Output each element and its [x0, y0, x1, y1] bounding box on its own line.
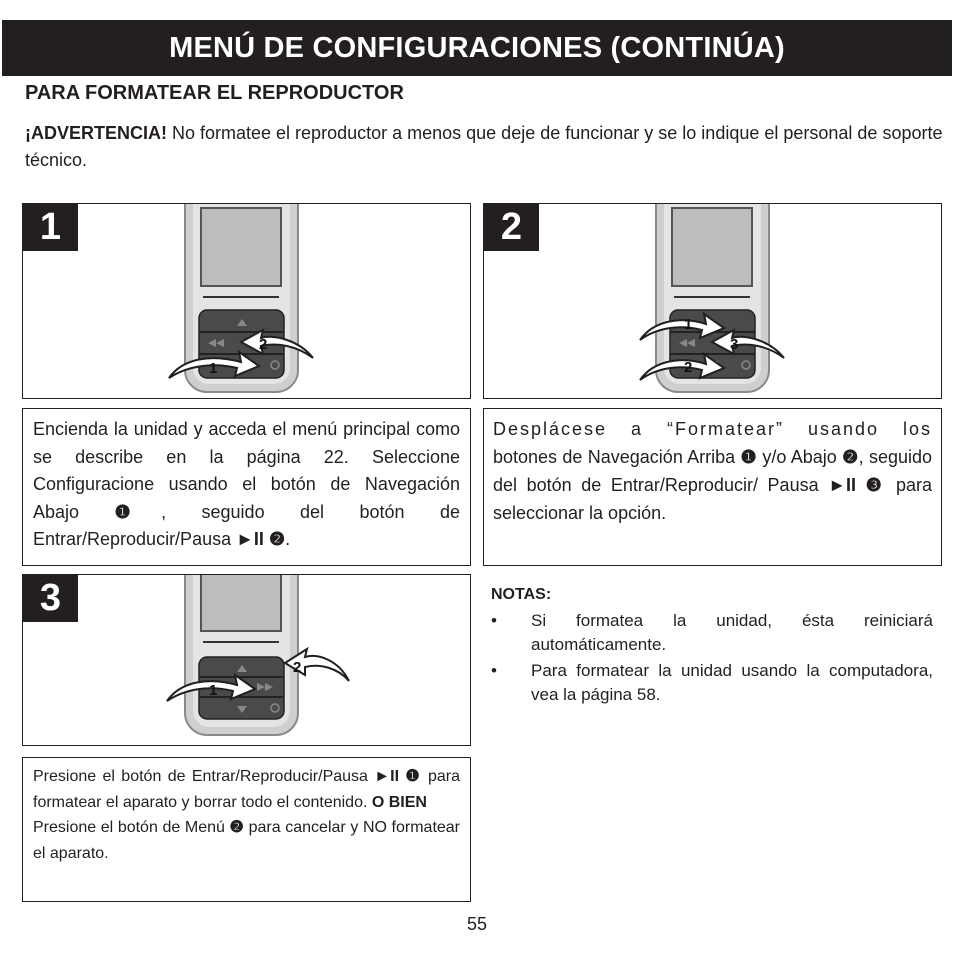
page-title: MENÚ DE CONFIGURACIONES (CONTINÚA)	[169, 31, 785, 64]
page-number: 55	[466, 914, 488, 934]
arrow-label: 1	[209, 360, 218, 377]
bullet: •	[491, 611, 497, 630]
arrow-label: 2	[293, 659, 302, 676]
marker-1: ❶	[740, 447, 758, 467]
play-pause-icon: ►II	[828, 475, 857, 495]
marker-2: ❷	[268, 529, 286, 549]
notes-list	[491, 609, 933, 707]
step-3-number: 3	[23, 575, 78, 622]
device-illustration	[23, 575, 471, 746]
step-3-illustration	[22, 574, 471, 746]
arrow-label: 3	[730, 336, 739, 353]
step-2-description: Desplácese a “Formatear” usando los botones de Navegación Arriba ❶ y/o Abajo ❷, seguido del botón de Entrar/Reproducir/ Pausa ►II ❸ para seleccionar la opción.	[483, 408, 942, 566]
marker-3: ❸	[865, 475, 887, 495]
list-item: • Para formatear la unidad usando la computadora, vea la página 58.	[491, 661, 933, 704]
arrow-label: 1	[209, 682, 218, 699]
step-2-illustration	[483, 203, 942, 399]
device-illustration	[484, 204, 942, 399]
bullet: •	[491, 661, 497, 680]
arrow-label: 1	[684, 316, 693, 333]
warning-label: ¡ADVERTENCIA!	[25, 123, 167, 143]
marker-2: ❷	[842, 447, 859, 467]
marker-2: ❷	[229, 819, 245, 836]
list-item: • Si formatea la unidad, ésta reiniciará automáticamente.	[491, 611, 933, 654]
notes-section	[491, 583, 933, 709]
or-label: O BIEN	[371, 793, 427, 811]
arrow-label: 2	[259, 336, 268, 353]
marker-1: ❶	[405, 768, 422, 785]
warning-paragraph	[25, 120, 945, 174]
section-title: PARA FORMATEAR EL REPRODUCTOR	[25, 82, 404, 104]
step-1-description: Encienda la unidad y acceda el menú principal como se describe en la página 22. Seleccione Configuracione usando el botón de Navegación Abajo ❶, seguido del botón de Entrar/Reproducir/Pausa ►II ❷.	[22, 408, 471, 566]
step-3-description: Presione el botón de Entrar/Reproducir/Pausa ►II ❶ para formatear el aparato y borrar todo el contenido. O BIEN Presione el botón de Menú ❷ para cancelar y NO formatear el aparato.	[22, 757, 471, 902]
marker-1: ❶	[114, 501, 162, 522]
step-1-number: 1	[23, 204, 78, 251]
notes-title: NOTAS:	[491, 586, 552, 603]
warning-text: No formatee el reproductor a menos que deje de funcionar y se lo indique el personal de soporte técnico.	[25, 123, 943, 170]
play-pause-icon: ►II	[374, 768, 400, 785]
step-2-number: 2	[484, 204, 539, 251]
play-pause-icon: ►II	[236, 529, 264, 549]
arrow-label: 2	[684, 359, 693, 376]
step-1-illustration	[22, 203, 471, 399]
page-title-bar	[2, 20, 952, 76]
device-illustration	[23, 204, 471, 399]
